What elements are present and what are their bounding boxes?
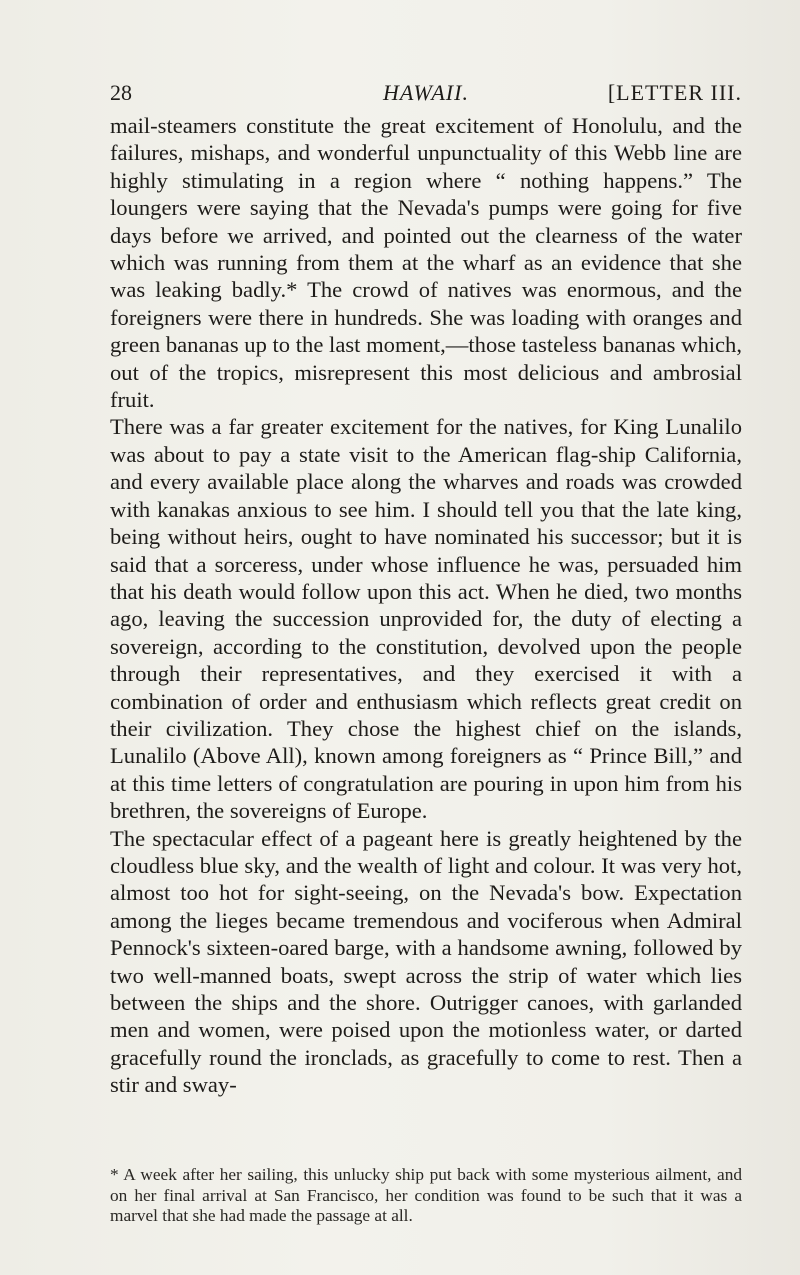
- footnote: * A week after her sailing, this unlucky ship put back with some mysterious ailment, and on her final arrival at San Francisco, her condition was found to be such that it was a marvel that she had made the passage at all.: [110, 1165, 742, 1226]
- running-head: [110, 80, 742, 110]
- running-title: HAWAII.: [383, 80, 469, 105]
- paragraph-2: There was a far greater excitement for the natives, for King Lunalilo was about to pay a state visit to the American flag-ship California, and every available place along the wharves and roads was crowded with kanakas anxious to see him. I should tell you that the late king, being without heirs, ought to have nominated his successor; but it is said that a sorceress, under whose influence he was, persuaded him that his death would follow upon this act. When he died, two months ago, leaving the succession unprovided for, the duty of electing a sovereign, according to the constitution, devolved upon the people through their representatives, and they exercised it with a combination of order and enthusiasm which reflects great credit on their civilization. They chose the highest chief on the islands, Lunalilo (Above All), known among foreigners as “ Prince Bill,” and at this time letters of congratulation are pouring in upon him from his brethren, the sovereigns of Europe.: [110, 414, 742, 824]
- body-text: [110, 112, 742, 1099]
- paragraph-3: The spectacular effect of a pageant here is greatly heightened by the cloudless blue sky, and the wealth of light and colour. It was very hot, almost too hot for sight-seeing, on the Nevada's bow. Expectation among the lieges became tremendous and vociferous when Admiral Pennock's sixteen-oared barge, with a handsome awning, followed by two well-manned boats, swept across the strip of water which lies between the ships and the shore. Outrigger canoes, with garlanded men and women, were poised upon the motionless water, or darted gracefully round the ironclads, as gracefully to come to rest. Then a stir and sway-: [110, 825, 742, 1098]
- paragraph-1: mail-steamers constitute the great excitement of Honolulu, and the failures, mishaps, and wonderful unpunctuality of this Webb line are highly stimulating in a region where “ nothing happens.” The loungers were saying that the Nevada's pumps were going for five days before we arrived, and pointed out the clearness of the water which was running from them at the wharf as an evidence that she was leaking badly.* The crowd of natives was enormous, and the foreigners were there in hundreds. She was loading with oranges and green bananas up to the last moment,—those tasteless bananas which, out of the tropics, misrepresent this most delicious and ambrosial fruit.: [110, 113, 742, 413]
- letter-number: [LETTER III.: [607, 80, 742, 105]
- page-number: 28: [110, 80, 132, 105]
